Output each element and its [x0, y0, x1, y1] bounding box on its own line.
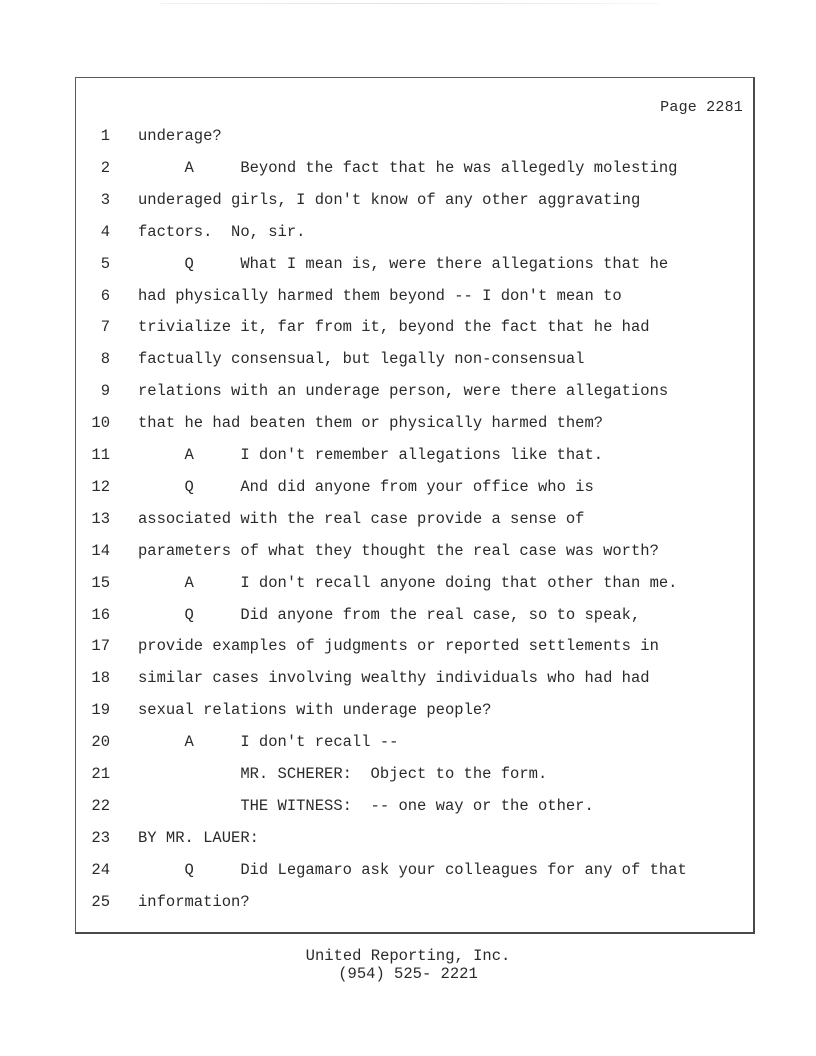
line-text: Q Did Legamaro ask your colleagues for any of that — [138, 860, 687, 879]
transcript-line — [76, 159, 746, 179]
line-number: 15 — [91, 573, 110, 592]
line-number: 1 — [100, 127, 110, 145]
transcript-line — [76, 287, 746, 307]
line-text: A Beyond the fact that he was allegedly molesting — [138, 158, 678, 177]
transcript-line — [76, 127, 746, 147]
line-number: 14 — [91, 541, 110, 560]
line-number: 17 — [91, 637, 110, 656]
line-number: 18 — [91, 669, 110, 688]
transcript-line — [76, 318, 746, 338]
line-number: 8 — [100, 350, 110, 369]
line-number: 6 — [100, 286, 110, 305]
transcript-line — [76, 893, 746, 913]
line-text: sexual relations with underage people? — [138, 701, 492, 720]
transcript-line — [76, 191, 746, 211]
line-text: Q And did anyone from your office who is — [138, 477, 594, 496]
line-text: that he had beaten them or physically harmed them? — [138, 414, 604, 433]
line-number: 25 — [91, 892, 110, 911]
transcript-line — [76, 446, 746, 466]
transcript-line — [76, 414, 746, 434]
footer-phone: (954) 525- 2221 — [338, 965, 478, 983]
line-number: 13 — [91, 509, 110, 528]
line-text: relations with an underage person, were there allegations — [138, 382, 669, 401]
transcript-line — [76, 829, 746, 849]
transcript-line — [76, 861, 746, 881]
line-number: 12 — [91, 477, 110, 496]
transcript-line — [76, 701, 746, 721]
transcript-line — [76, 637, 746, 657]
line-number: 23 — [91, 828, 110, 847]
transcript-line — [76, 223, 746, 243]
line-number: 20 — [91, 733, 110, 752]
transcript-line — [76, 478, 746, 498]
transcript-line — [76, 733, 746, 753]
line-number: 16 — [91, 605, 110, 624]
transcript-line — [76, 510, 746, 530]
line-number: 9 — [100, 382, 110, 401]
transcript-line — [76, 765, 746, 785]
line-number: 5 — [100, 254, 110, 273]
line-number: 10 — [91, 414, 110, 433]
line-text: factors. No, sir. — [138, 222, 306, 241]
transcript-line — [76, 669, 746, 689]
line-text: similar cases involving wealthy individuals who had had — [138, 669, 650, 688]
transcript-line — [76, 574, 746, 594]
transcript-line — [76, 542, 746, 562]
line-text: associated with the real case provide a sense of — [138, 509, 585, 528]
transcript-line — [76, 350, 746, 370]
line-number: 3 — [100, 190, 110, 209]
footer-company: United Reporting, Inc. — [305, 947, 511, 965]
line-text: parameters of what they thought the real case was worth? — [138, 541, 659, 560]
line-number: 24 — [91, 860, 110, 879]
line-text: factually consensual, but legally non-consensual — [138, 350, 585, 369]
page-number: Page 2281 — [660, 99, 743, 116]
line-text: BY MR. LAUER: — [138, 828, 259, 847]
line-number: 22 — [91, 796, 110, 815]
line-text: MR. SCHERER: Object to the form. — [138, 765, 548, 783]
line-text: trivialize it, far from it, beyond the fact that he had — [138, 318, 650, 337]
line-text: A I don't remember allegations like that. — [138, 446, 604, 464]
line-text: A I don't recall -- — [138, 733, 399, 752]
transcript-line — [76, 255, 746, 275]
line-text: THE WITNESS: -- one way or the other. — [138, 796, 594, 815]
transcript-page-frame — [75, 77, 755, 934]
line-text: Q What I mean is, were there allegations that he — [138, 254, 669, 273]
line-text: A I don't recall anyone doing that other than me. — [138, 573, 678, 592]
line-number: 2 — [100, 158, 110, 177]
line-number: 4 — [100, 222, 110, 241]
transcript-line — [76, 382, 746, 402]
line-number: 21 — [91, 765, 110, 783]
transcript-line — [76, 797, 746, 817]
line-text: Q Did anyone from the real case, so to speak, — [138, 605, 641, 624]
line-text: underage? — [138, 127, 222, 145]
line-text: underaged girls, I don't know of any other aggravating — [138, 190, 641, 209]
line-text: had physically harmed them beyond -- I don't mean to — [138, 286, 622, 305]
line-number: 7 — [100, 318, 110, 337]
line-text: provide examples of judgments or reported settlements in — [138, 637, 659, 656]
transcript-line — [76, 606, 746, 626]
line-text: information? — [138, 892, 250, 911]
line-number: 11 — [91, 446, 110, 464]
scan-artifact — [160, 3, 660, 4]
line-number: 19 — [91, 701, 110, 720]
